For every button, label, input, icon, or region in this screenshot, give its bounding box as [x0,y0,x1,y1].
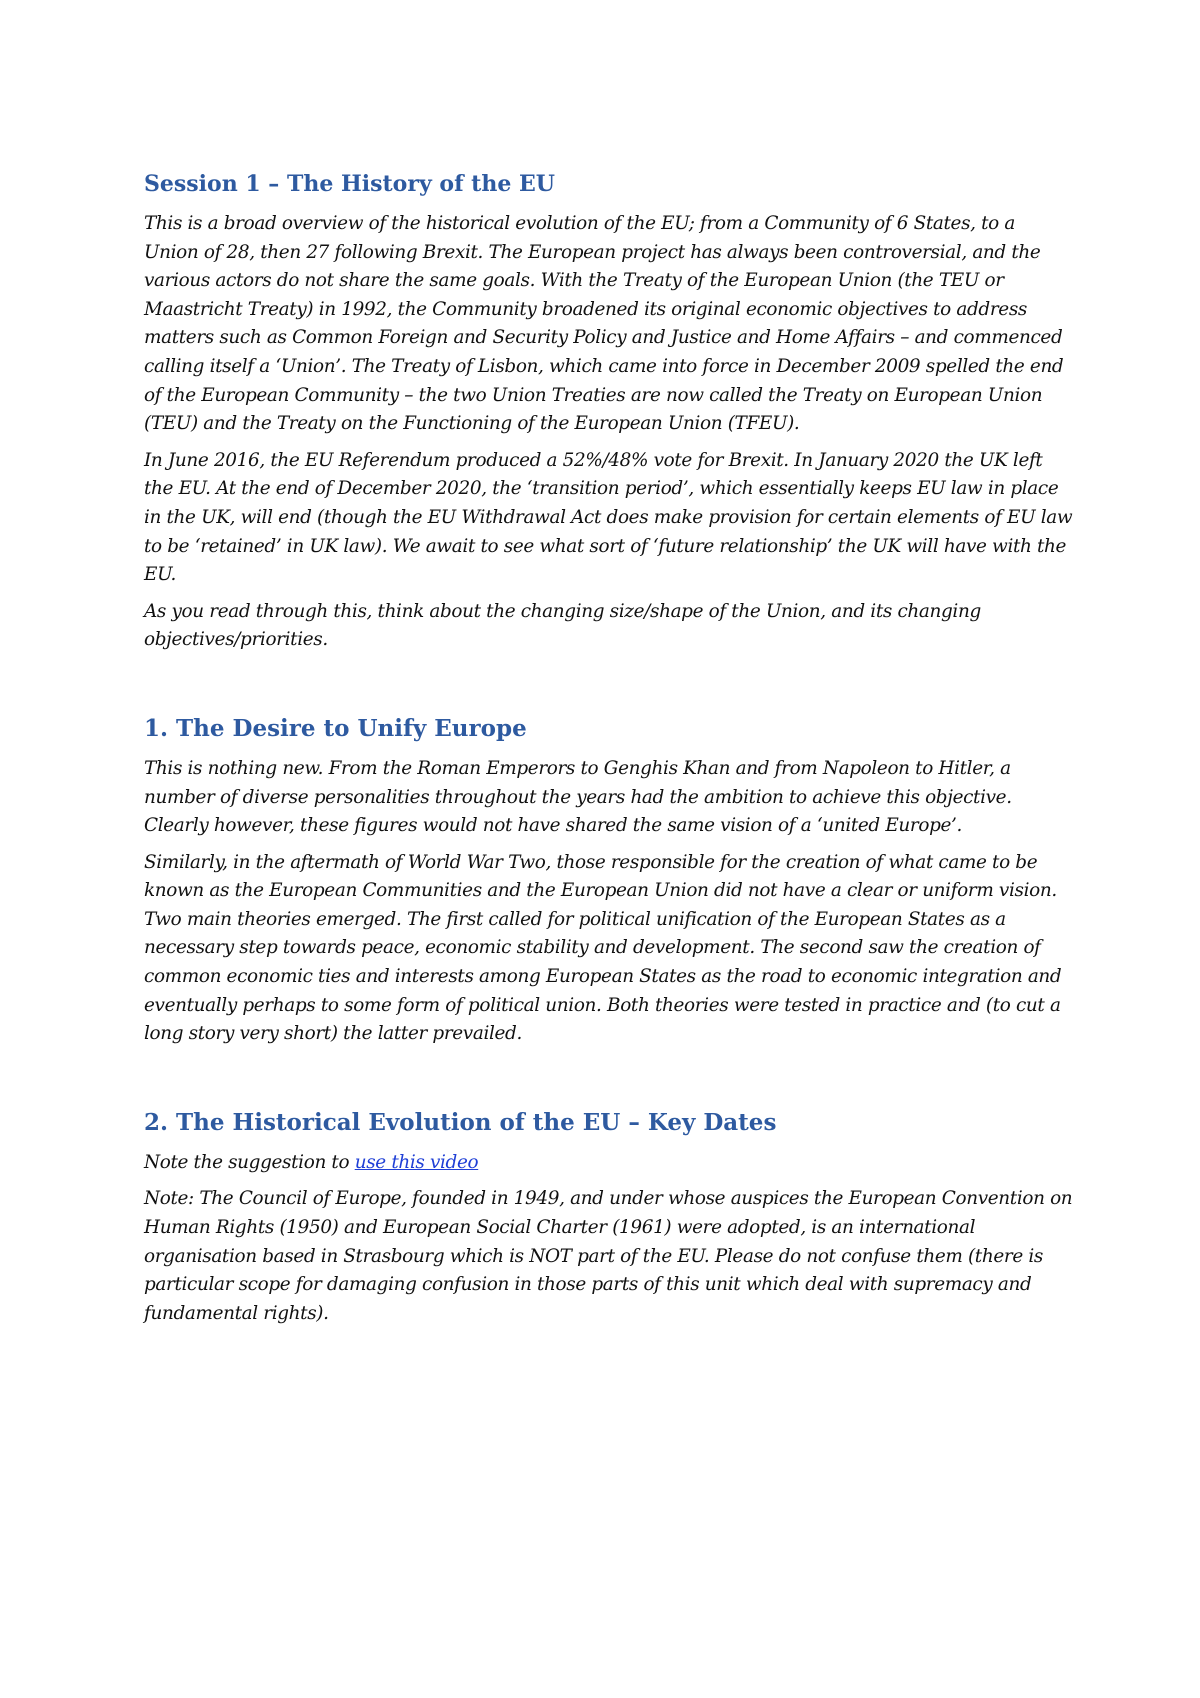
section-1-paragraph-1: This is nothing new. From the Roman Emperors to Genghis Khan and from Napoleon to Hitler, a number of diverse personalities throughout the years had the ambition to achieve this objective. Clearly however, these figures would not have shared the same vision of a ‘united Europe’. [144,757,1012,837]
session-title: Session 1 – The History of the EU [144,171,555,197]
council-of-europe-note: Note: The Council of Europe, founded in 1949, and under whose auspices the European Convention on Human Rights (1950) and European Social Charter (1961) were adopted, is an international organisation based in Strasbourg which is NOT part of the EU. Please do not confuse them (there is particular scope for damaging confusion in those parts of this unit which deal with supremacy and fundamental rights). [144,1188,1073,1324]
document-page [144,168,1074,1336]
video-suggestion-text: Note the suggestion to [144,1151,355,1173]
session-paragraph-1: This is a broad overview of the historical evolution of the EU; from a Community of 6 States, to a Union of 28, then 27 following Brexit. The European project has always been controversial, and the various actors do not share the same goals. With the Treaty of the European Union (the TEU or Maastricht Treaty) in 1992, the Community broadened its original economic objectives to address matters such as Common Foreign and Security Policy and Justice and Home Affairs – and commenced calling itself a ‘Union’. The Treaty of Lisbon, which came into force in December 2009 spelled the end of the European Community – the two Union Treaties are now called the Treaty on European Union (TEU) and the Treaty on the Functioning of the European Union (TFEU). [144,213,1064,435]
section-2-title: 2. The Historical Evolution of the EU – Key Dates [144,1108,777,1136]
video-link[interactable]: use this video [354,1151,479,1173]
section-1-paragraph-2: Similarly, in the aftermath of World War Two, those responsible for the creation of what came to be known as the European Communities and the European Union did not have a clear or uniform vision. Two main theories emerged. The first called for political unification of the European States as a necessary step towards peace, economic stability and development. The second saw the creation of common economic ties and interests among European States as the road to economic integration and eventually perhaps to some form of political union. Both theories were tested in practice and (to cut a long story very short) the latter prevailed. [144,851,1062,1045]
session-paragraph-3: As you read through this, think about the changing size/shape of the Union, and its changing objectives/priorities. [144,600,981,651]
session-paragraph-2: In June 2016, the EU Referendum produced a 52%/48% vote for Brexit. In January 2020 the UK left the EU. At the end of December 2020, the ‘transition period’, which essentially keeps EU law in place in the UK, will end (though the EU Withdrawal Act does make provision for certain elements of EU law to be ‘retained’ in UK law). We await to see what sort of ‘future relationship’ the UK will have with the EU. [144,449,1073,586]
section-spacer [144,663,1074,713]
section-1-title: 1. The Desire to Unify Europe [144,714,527,742]
video-suggestion-line [144,1149,1074,1178]
section-spacer [144,1057,1074,1107]
